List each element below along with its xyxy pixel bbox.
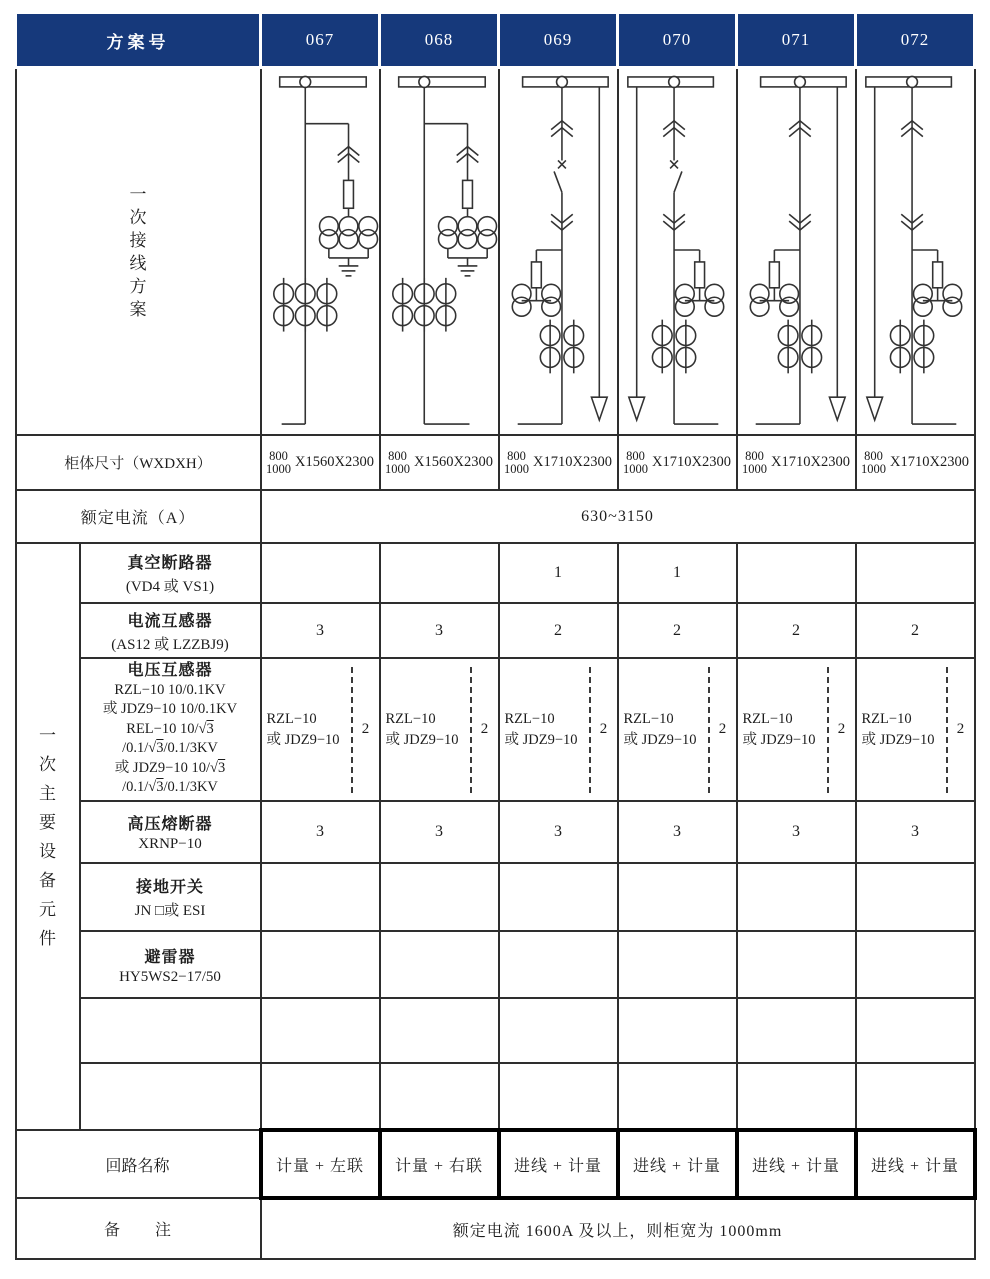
wiring-diagram-070 bbox=[619, 69, 736, 434]
circuit-name-cell-070: 进线 + 计量 bbox=[618, 1130, 737, 1198]
surge-arrester-qty-067 bbox=[261, 931, 380, 998]
cabinet-size-value bbox=[857, 450, 974, 476]
cabinet-size-label: 柜体尺寸（WXDXH） bbox=[16, 435, 261, 490]
vertical-label-char: 设 bbox=[39, 841, 56, 861]
equipment-label-blank-1 bbox=[80, 998, 261, 1063]
pt-quantity: 2 bbox=[718, 721, 727, 737]
width-800: 800 bbox=[507, 448, 526, 463]
vertical-label-char: 接 bbox=[129, 230, 147, 250]
spec-line: /0.1/√3/0.1/3KV bbox=[122, 740, 218, 757]
vacuum-breaker-qty-067 bbox=[261, 543, 380, 603]
width-800: 800 bbox=[388, 448, 407, 463]
blank-2-qty-067 bbox=[261, 1063, 380, 1130]
vertical-label-char: 方 bbox=[129, 276, 147, 296]
equipment-name: 电压互感器 bbox=[127, 662, 213, 680]
blank-2-qty-072 bbox=[856, 1063, 975, 1130]
voltage-transformer-cell-069 bbox=[499, 658, 618, 801]
pt-model-line2: 或 JDZ9−10 bbox=[385, 731, 459, 748]
pt-model bbox=[381, 709, 470, 751]
pt-quantity: 2 bbox=[956, 721, 965, 737]
hv-fuse-qty-070: 3 bbox=[618, 801, 737, 863]
vertical-label-char: 一 bbox=[129, 184, 147, 204]
equipment-label-voltage-transformer bbox=[80, 658, 261, 801]
wiring-diagram-067 bbox=[262, 69, 379, 434]
width-1000: 1000 bbox=[623, 461, 649, 476]
hv-fuse-qty-069: 3 bbox=[499, 801, 618, 863]
equipment-name: 避雷器 bbox=[144, 948, 196, 966]
width-fraction bbox=[623, 450, 648, 476]
pt-model bbox=[262, 709, 351, 751]
scheme-header-072: 072 bbox=[856, 13, 975, 68]
width-1000: 1000 bbox=[266, 461, 292, 476]
vertical-label-char: 主 bbox=[39, 783, 56, 803]
wiring-diagram-072 bbox=[857, 69, 974, 434]
surge-arrester-qty-068 bbox=[380, 931, 499, 998]
pt-model-line2: 或 JDZ9−10 bbox=[623, 731, 697, 748]
pt-cell bbox=[619, 659, 736, 800]
cabinet-size-cell-071 bbox=[737, 435, 856, 490]
earthing-switch-qty-069 bbox=[499, 863, 618, 931]
cabinet-size-value bbox=[738, 450, 855, 476]
pt-cell bbox=[262, 659, 379, 800]
surge-arrester-qty-071 bbox=[737, 931, 856, 998]
equipment-label-hv-fuse bbox=[80, 801, 261, 863]
cabinet-size-value bbox=[381, 450, 498, 476]
current-transformer-qty-071: 2 bbox=[737, 603, 856, 658]
pt-model bbox=[619, 709, 708, 751]
vertical-label-char: 元 bbox=[39, 899, 56, 919]
pt-cell bbox=[381, 659, 498, 800]
equipment-label-earthing-switch bbox=[80, 863, 261, 931]
surge-arrester-qty-069 bbox=[499, 931, 618, 998]
pt-quantity: 2 bbox=[480, 721, 489, 737]
pt-cell bbox=[857, 659, 974, 800]
spec-line: REL−10 10/√3 bbox=[126, 720, 214, 737]
current-transformer-qty-067: 3 bbox=[261, 603, 380, 658]
vacuum-breaker-qty-071 bbox=[737, 543, 856, 603]
vacuum-breaker-qty-072 bbox=[856, 543, 975, 603]
hv-fuse-qty-068: 3 bbox=[380, 801, 499, 863]
earthing-switch-qty-070 bbox=[618, 863, 737, 931]
width-fraction bbox=[742, 450, 767, 476]
surge-arrester-qty-070 bbox=[618, 931, 737, 998]
wiring-diagram-cell-068 bbox=[380, 68, 499, 436]
pt-quantity: 2 bbox=[361, 721, 370, 737]
pt-model bbox=[857, 709, 946, 751]
circuit-name-cell-068: 计量 + 右联 bbox=[380, 1130, 499, 1198]
pt-model-line1: RZL−10 bbox=[861, 710, 912, 727]
rated-current-value: 630~3150 bbox=[261, 490, 975, 543]
current-transformer-qty-068: 3 bbox=[380, 603, 499, 658]
equipment-name: 高压熔断器 bbox=[127, 816, 213, 833]
scheme-row-label: 方案号 bbox=[16, 13, 261, 68]
pt-model-line1: RZL−10 bbox=[385, 710, 436, 727]
depth-height-dims: X1710X2300 bbox=[771, 454, 850, 470]
equipment-label-blank-2 bbox=[80, 1063, 261, 1130]
vertical-label-char: 件 bbox=[39, 928, 56, 948]
depth-height-dims: X1710X2300 bbox=[533, 454, 612, 470]
equipment-label-vacuum-breaker bbox=[80, 543, 261, 603]
pt-model-line2: 或 JDZ9−10 bbox=[861, 731, 935, 748]
equipment-spec: (AS12 或 LZZBJ9) bbox=[111, 636, 229, 653]
voltage-transformer-cell-072 bbox=[856, 658, 975, 801]
earthing-switch-qty-071 bbox=[737, 863, 856, 931]
blank-1-qty-069 bbox=[499, 998, 618, 1063]
equipment-label-current-transformer bbox=[80, 603, 261, 658]
pt-quantity: 2 bbox=[599, 721, 608, 737]
blank-1-qty-067 bbox=[261, 998, 380, 1063]
vertical-label-char: 次 bbox=[39, 754, 56, 774]
cabinet-size-cell-070 bbox=[618, 435, 737, 490]
width-800: 800 bbox=[626, 448, 645, 463]
cabinet-size-cell-072 bbox=[856, 435, 975, 490]
earthing-switch-qty-068 bbox=[380, 863, 499, 931]
pt-model-line1: RZL−10 bbox=[504, 710, 555, 727]
hv-fuse-qty-072: 3 bbox=[856, 801, 975, 863]
spec-line: RZL−10 10/0.1KV bbox=[114, 681, 226, 698]
width-fraction bbox=[266, 450, 291, 476]
vertical-label-char: 案 bbox=[129, 299, 147, 319]
vertical-label-char: 次 bbox=[129, 207, 147, 227]
scheme-header-071: 071 bbox=[737, 13, 856, 68]
cabinet-size-cell-069 bbox=[499, 435, 618, 490]
surge-arrester-qty-072 bbox=[856, 931, 975, 998]
equipment-side-label-text bbox=[17, 721, 79, 953]
earthing-switch-qty-072 bbox=[856, 863, 975, 931]
wiring-diagram-069 bbox=[500, 69, 617, 434]
depth-height-dims: X1710X2300 bbox=[652, 454, 731, 470]
pt-model-line1: RZL−10 bbox=[623, 710, 674, 727]
width-1000: 1000 bbox=[742, 461, 768, 476]
cabinet-size-value bbox=[500, 450, 617, 476]
scheme-header-067: 067 bbox=[261, 13, 380, 68]
width-800: 800 bbox=[745, 448, 764, 463]
scheme-header-070: 070 bbox=[618, 13, 737, 68]
vertical-label-char: 一 bbox=[39, 725, 56, 745]
earthing-switch-qty-067 bbox=[261, 863, 380, 931]
circuit-name-cell-072: 进线 + 计量 bbox=[856, 1130, 975, 1198]
blank-1-qty-070 bbox=[618, 998, 737, 1063]
depth-height-dims: X1710X2300 bbox=[890, 454, 969, 470]
scheme-header-069: 069 bbox=[499, 13, 618, 68]
wiring-diagram-cell-071 bbox=[737, 68, 856, 436]
spec-line: 或 JDZ9−10 10/√3 bbox=[114, 759, 226, 776]
voltage-transformer-spec bbox=[81, 661, 260, 798]
blank-2-qty-070 bbox=[618, 1063, 737, 1130]
hv-fuse-qty-067: 3 bbox=[261, 801, 380, 863]
blank-1-qty-072 bbox=[856, 998, 975, 1063]
equipment-section-side-label bbox=[16, 543, 80, 1130]
equipment-name: 电流互感器 bbox=[127, 612, 213, 630]
wiring-diagram-cell-067 bbox=[261, 68, 380, 436]
remark-value: 额定电流 1600A 及以上，则柜宽为 1000mm bbox=[261, 1198, 975, 1259]
blank-2-qty-068 bbox=[380, 1063, 499, 1130]
voltage-transformer-cell-067 bbox=[261, 658, 380, 801]
current-transformer-qty-069: 2 bbox=[499, 603, 618, 658]
current-transformer-qty-070: 2 bbox=[618, 603, 737, 658]
circuit-name-cell-069: 进线 + 计量 bbox=[499, 1130, 618, 1198]
wiring-diagram-cell-072 bbox=[856, 68, 975, 436]
voltage-transformer-cell-070 bbox=[618, 658, 737, 801]
vacuum-breaker-qty-069: 1 bbox=[499, 543, 618, 603]
cabinet-size-cell-067 bbox=[261, 435, 380, 490]
vertical-label-char: 备 bbox=[39, 870, 56, 890]
spec-line: /0.1/√3/0.1/3KV bbox=[122, 779, 218, 796]
scheme-header-068: 068 bbox=[380, 13, 499, 68]
pt-model-line2: 或 JDZ9−10 bbox=[266, 731, 340, 748]
blank-1-qty-068 bbox=[380, 998, 499, 1063]
pt-cell bbox=[738, 659, 855, 800]
wiring-diagram-071 bbox=[738, 69, 855, 434]
vacuum-breaker-qty-068 bbox=[380, 543, 499, 603]
pt-model-line1: RZL−10 bbox=[742, 710, 793, 727]
cabinet-size-cell-068 bbox=[380, 435, 499, 490]
pt-model bbox=[500, 709, 589, 751]
circuit-name-label: 回路名称 bbox=[16, 1130, 261, 1198]
spec-line: 或 JDZ9−10 10/0.1KV bbox=[102, 701, 238, 718]
equipment-label-surge-arrester bbox=[80, 931, 261, 998]
pt-quantity: 2 bbox=[837, 721, 846, 737]
blank-1-qty-071 bbox=[737, 998, 856, 1063]
wiring-diagram-cell-070 bbox=[618, 68, 737, 436]
pt-model-line2: 或 JDZ9−10 bbox=[742, 731, 816, 748]
blank-2-qty-071 bbox=[737, 1063, 856, 1130]
depth-height-dims: X1560X2300 bbox=[295, 454, 374, 470]
equipment-spec: (VD4 或 VS1) bbox=[125, 579, 215, 595]
wiring-diagram-068 bbox=[381, 69, 498, 434]
width-fraction bbox=[385, 450, 410, 476]
circuit-name-cell-067: 计量 + 左联 bbox=[261, 1130, 380, 1198]
equipment-name: 接地开关 bbox=[135, 879, 204, 896]
spec-table bbox=[14, 11, 977, 1260]
cabinet-size-value bbox=[619, 450, 736, 476]
wiring-row-label-text bbox=[17, 183, 260, 321]
wiring-diagram-cell-069 bbox=[499, 68, 618, 436]
pt-cell bbox=[500, 659, 617, 800]
current-transformer-qty-072: 2 bbox=[856, 603, 975, 658]
rated-current-label: 额定电流（A） bbox=[16, 490, 261, 543]
circuit-name-cell-071: 进线 + 计量 bbox=[737, 1130, 856, 1198]
equipment-name: 真空断路器 bbox=[127, 555, 213, 572]
vacuum-breaker-qty-070: 1 bbox=[618, 543, 737, 603]
width-1000: 1000 bbox=[504, 461, 530, 476]
pt-model-line2: 或 JDZ9−10 bbox=[504, 731, 578, 748]
equipment-spec: XRNP−10 bbox=[138, 836, 202, 852]
cabinet-size-value bbox=[262, 450, 379, 476]
vertical-label-char: 线 bbox=[129, 253, 147, 273]
width-1000: 1000 bbox=[861, 461, 887, 476]
pt-model-line1: RZL−10 bbox=[266, 710, 317, 727]
hv-fuse-qty-071: 3 bbox=[737, 801, 856, 863]
wiring-row-label bbox=[16, 68, 261, 436]
width-fraction bbox=[861, 450, 886, 476]
equipment-spec: JN □或 ESI bbox=[134, 903, 206, 919]
remark-label: 备 注 bbox=[16, 1198, 261, 1259]
voltage-transformer-cell-068 bbox=[380, 658, 499, 801]
voltage-transformer-cell-071 bbox=[737, 658, 856, 801]
width-800: 800 bbox=[864, 448, 883, 463]
width-800: 800 bbox=[269, 448, 288, 463]
depth-height-dims: X1560X2300 bbox=[414, 454, 493, 470]
width-fraction bbox=[504, 450, 529, 476]
width-1000: 1000 bbox=[385, 461, 411, 476]
blank-2-qty-069 bbox=[499, 1063, 618, 1130]
pt-model bbox=[738, 709, 827, 751]
vertical-label-char: 要 bbox=[39, 812, 56, 832]
equipment-spec: HY5WS2−17/50 bbox=[119, 968, 221, 985]
